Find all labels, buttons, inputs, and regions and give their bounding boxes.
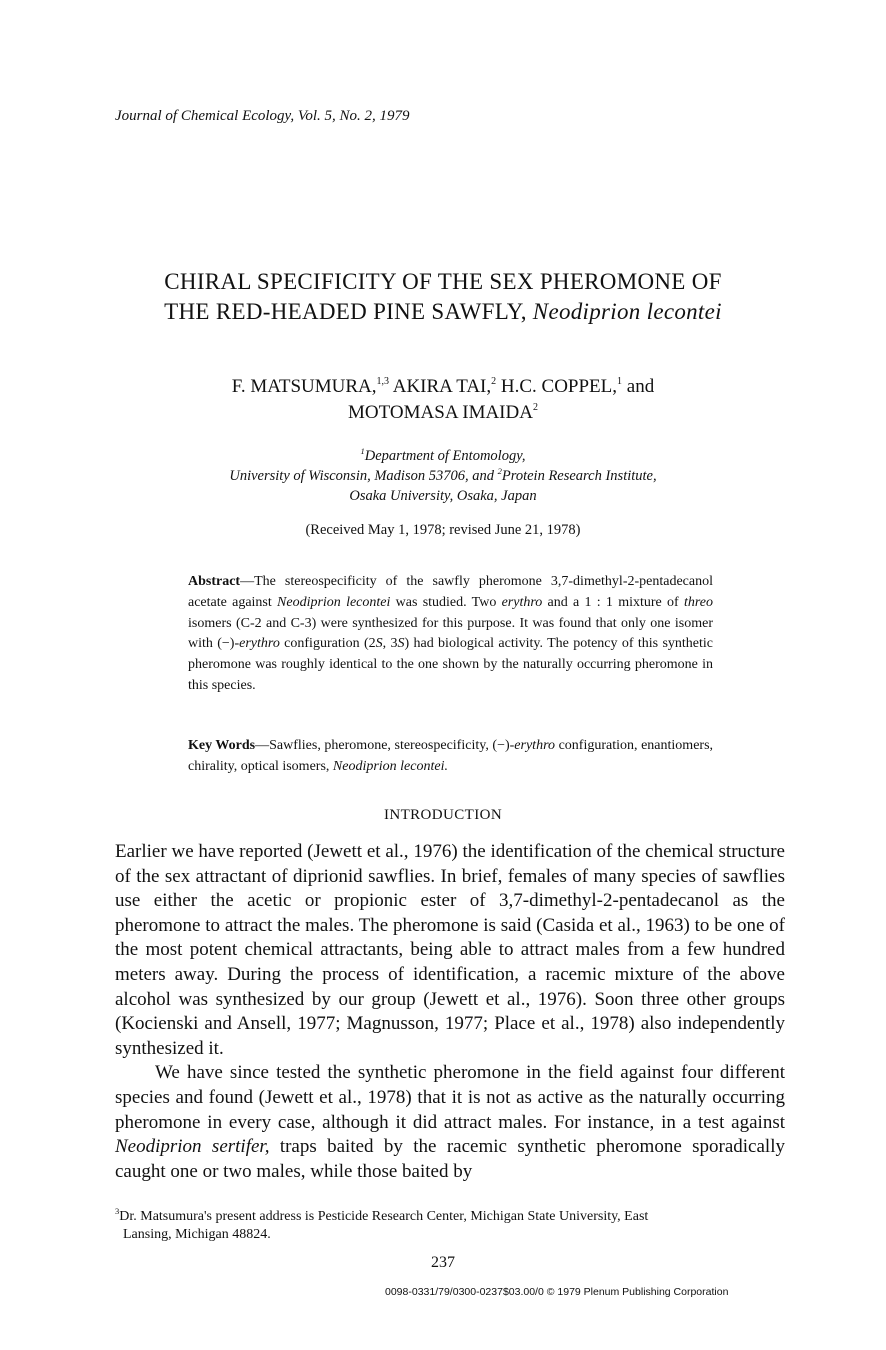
keywords-erythro: erythro [514,738,555,753]
author-imaida: MOTOMASA IMAIDA [348,402,533,423]
author-coppel: H.C. COPPEL, [496,376,618,397]
intro-p2-species: Neodiprion sertifer, [115,1136,270,1158]
keywords-text-1: —Sawflies, pheromone, stereospecificity, (−)- [255,738,515,753]
author-matsumura-sup: 1,3 [376,376,390,387]
title-line-2-text: THE RED-HEADED PINE SAWFLY, [164,299,533,324]
affiliation-line-2 [0,466,886,486]
footnote-line-1 [115,1208,785,1226]
keywords-species: Neodiprion lecontei. [332,758,448,774]
affiliation-line-3: Osaka University, Osaka, Japan [349,488,537,504]
abstract-text-2: was studied. Two [390,594,502,610]
author-list [0,374,886,426]
intro-paragraph-1: Earlier we have reported (Jewett et al., 1976) the identification of the chemical structure of the sex attractant of diprionid sawflies. In brief, females of many species of sawflies use either the acetic or propionic ester of 3,7-dimethyl-2-pentadecanol as the pheromone to attract the males. The pheromone is said (Casida et al., 1963) to be one of the most potent chemical attractants, being able to attract males from a few hundred meters away. During the process of identification, a racemic mixture of the above alcohol was synthesized by our group (Jewett et al., 1976). Soon three other groups (Kocienski and Ansell, 1977; Magnusson, 1977; Place et al., 1978) also independently synthesized it. [115,841,785,1059]
key-words [188,736,713,778]
author-coppel-sup: 1 [617,376,623,387]
abstract-s-2: S [397,636,405,652]
title-line-1: CHIRAL SPECIFICITY OF THE SEX PHEROMONE OF [164,269,722,294]
author-imaida-sup: 2 [532,402,538,413]
paper-title [0,267,886,327]
affiliation-line-1 [0,446,886,466]
author-matsumura: F. MATSUMURA, [231,376,377,397]
title-species: Neodiprion lecontei [532,299,722,324]
author-tai: AKIRA TAI, [389,376,492,397]
abstract-species: Neodiprion lecontei [277,594,391,610]
introduction-body [115,840,785,1184]
abstract [188,572,713,697]
affiliation-dept: Department of Entomology, [364,448,526,464]
abstract-s-1: S [375,636,383,652]
keywords-label: Key Words [188,738,256,753]
footnote [115,1208,785,1244]
abstract-text-6: , 3 [382,636,398,652]
intro-paragraph-2 [115,1061,785,1184]
copyright-line: 0098-0331/79/0300-0237$03.00/0 © 1979 Plenum Publishing Corporation [385,1286,729,1298]
abstract-text-7: ) had biological activity. The potency of this synthetic pheromone was roughly identical to the one shown by the naturally occurring pheromone in this species. [188,636,713,693]
affiliations [0,446,886,506]
abstract-label: Abstract [188,574,241,589]
affiliation-sup-1: 1 [360,446,365,456]
affiliation-univ: University of Wisconsin, Madison 53706, and [229,468,498,484]
footnote-text-1: Dr. Matsumura's present address is Pesticide Research Center, Michigan State University, East [119,1209,649,1224]
author-and: and [622,376,655,397]
authors-line-2 [0,400,886,426]
abstract-text-3: and a 1 : 1 mixture of [542,594,684,610]
affiliation-institute: Protein Research Institute, [501,468,657,484]
affiliation-sup-2: 2 [497,466,502,476]
section-heading-introduction: INTRODUCTION [383,807,503,823]
keywords-text-2: configuration, enantiomers, chirality, optical isomers, [188,738,714,774]
page-number: 237 [431,1254,455,1271]
received-dates: (Received May 1, 1978; revised June 21, 1978) [305,522,581,538]
abstract-threo: threo [683,594,713,610]
journal-citation: Journal of Chemical Ecology, Vol. 5, No. 2, 1979 [115,108,410,124]
author-tai-sup: 2 [491,376,497,387]
intro-p2-text-a: We have since tested the synthetic pheromone in the field against four different species and found (Jewett et al., 1978) that it is not as active as the naturally occurring pheromone in every case, although it did attract males. For instance, in a test against [115,1062,785,1133]
footnote-sup: 3 [115,1206,120,1216]
footnote-line-2: Lansing, Michigan 48824. [123,1227,271,1242]
title-line-2 [0,297,886,327]
abstract-erythro-1: erythro [501,594,543,610]
abstract-erythro-2: erythro [239,636,280,652]
abstract-text-1: —The stereospecificity of the sawfly pheromone 3,7-dimethyl-2-pentadecanol acetate against [188,574,713,610]
abstract-text-5: configuration (2 [279,636,376,652]
authors-line-1 [0,374,886,400]
abstract-text-4: isomers (C-2 and C-3) were synthesized for this purpose. It was found that only one isomer with (−)- [188,615,713,652]
intro-p2-text-b: traps baited by the racemic synthetic pheromone sporadically caught one or two males, while those baited by [115,1136,785,1182]
